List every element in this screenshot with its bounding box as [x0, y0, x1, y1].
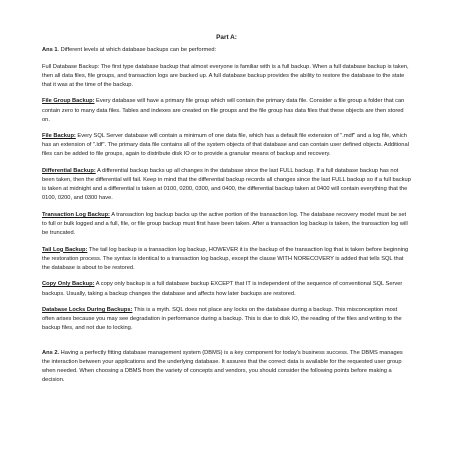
section-differential-backup — [42, 167, 411, 203]
section-heading: File Group Backup: — [42, 98, 95, 105]
part-title: Part A: — [216, 34, 237, 41]
section-text: Every SQL Server database will contain a minimum of one data file, which has a default file extension of ".mdf" and a log file, which has an extension of ".ldf". The primary data file contains all of the system objects of that database and can contain user defined objects. Additional files can be added to file groups, again to distribute disk IO or to provide a granular means of backup and recovery. — [42, 133, 409, 158]
section-file-group-backup — [42, 97, 411, 124]
section-text: The tail log backup is a transaction log backup, HOWEVER it is the backup of the transaction log that is taken before beginning the restoration process. The syntax is identical to a transaction log backup, except the clause WITH NORECOVERY is added that tells SQL that the database is about to be restored. — [42, 246, 409, 271]
ans1-label: Ans 1 — [42, 47, 58, 54]
section-copy-only-backup — [42, 280, 411, 298]
ans2-text: Having a perfectly fitting database management system (DBMS) is a key component for today's business success. The DBMS manages the interaction between your applications and the underlying database. It assures that the correct data is available for the requested user group when needed. When choosing a DBMS from the variety of concepts and vendors, you should consider the following points before making a decision. — [42, 349, 403, 384]
full-backup-paragraph: Full Database Backup: The first type database backup that almost everyone is familiar with is a full backup. When a full database backup is taken, then all data files, file groups, and transaction logs are backed up. A full database backup provides the ability to restore the database to the state that it was at the time of the backup. — [42, 63, 409, 88]
section-heading: Copy Only Backup: — [42, 281, 95, 288]
section-heading: Transaction Log Backup: — [42, 211, 110, 218]
section-text: A differential backup backs up all changes in the database since the last FULL backup. If a full database backup has not been taken, then the differential will fail. Keep in mind that the differential backup records all changes since the last FULL backup so if a full backup is taken at midnight and a differential is taken at 0100, 0200, 0300, and 0400, the differential backup taken at 0400 will contain everything that the 0100, 0200, and 0300 have. — [42, 168, 411, 202]
section-text: This is a myth. SQL does not place any locks on the database during a backup. This misconception most often arises because you may see degradation in performance during a backup. This is due to disk IO, the reading of the files and writing to the backup files, and not due to locking. — [42, 307, 402, 332]
section-heading: Database Locks During Backups: — [42, 307, 133, 314]
section-text: Every database will have a primary file group which will contain the primary data file. Consider a file group a folder that can contain zero to many data files. Tables and indexes are created on file groups and the file group has data files that these objects are then stored on. — [42, 98, 405, 123]
section-transaction-log-backup — [42, 211, 411, 238]
ans2-label: Ans 2. — [42, 349, 60, 356]
section-database-locks — [42, 306, 411, 333]
section-file-backup — [42, 132, 411, 159]
section-heading: Tail Log Backup: — [42, 246, 88, 253]
section-heading: Differential Backup: — [42, 168, 96, 175]
paragraph-spacer — [42, 341, 411, 349]
ans1-paragraph — [42, 46, 411, 55]
section-heading: File Backup: — [42, 133, 76, 140]
ans1-text: . Different levels at which database backups can be performed: — [57, 47, 217, 54]
section-text: A transaction log backup backs up the active portion of the transaction log. The database recovery model must be set to full or bulk logged and a full, file, or file group backup must first have been taken. After a transaction log backup is taken, the transaction log will be truncated. — [42, 211, 408, 237]
section-text: A copy only backup is a full database backup EXCEPT that IT is independent of the sequence of conventional SQL Server backups. Usually, taking a backup changes the database and affects how later backups are restored. — [42, 281, 403, 297]
section-tail-log-backup — [42, 246, 411, 273]
ans2-paragraph — [42, 349, 411, 385]
